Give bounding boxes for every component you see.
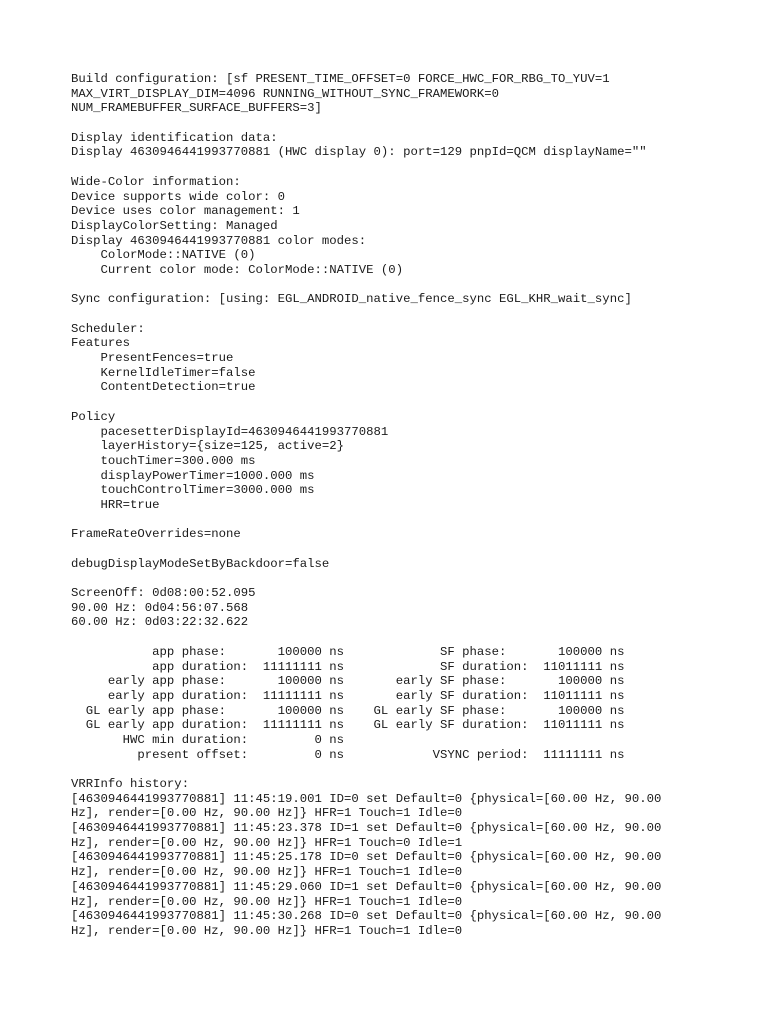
dump-line: [4630946441993770881] 11:45:29.060 ID=1 set Default=0 {physical=[60.00 Hz, 90.00 <box>71 879 662 894</box>
dump-line: app phase: 100000 ns SF phase: 100000 ns <box>71 644 625 659</box>
dump-line: Hz], render=[0.00 Hz, 90.00 Hz]} HFR=1 Touch=0 Idle=1 <box>71 835 463 850</box>
blank-line <box>71 542 661 557</box>
dump-line: VRRInfo history: <box>71 777 190 791</box>
dump-line: ScreenOff: 0d08:00:52.095 <box>71 586 256 601</box>
dump-line: Hz], render=[0.00 Hz, 90.00 Hz]} HFR=1 Touch=1 Idle=0 <box>71 806 463 821</box>
dump-line: ColorMode::NATIVE (0) <box>71 248 256 263</box>
dump-line: FrameRateOverrides=none <box>71 527 241 542</box>
dump-line: Wide-Color information: <box>71 174 241 189</box>
dump-line: NUM_FRAMEBUFFER_SURFACE_BUFFERS=3] <box>71 101 322 116</box>
dump-line: [4630946441993770881] 11:45:23.378 ID=1 set Default=0 {physical=[60.00 Hz, 90.00 <box>71 821 662 836</box>
dump-line: 60.00 Hz: 0d03:22:32.622 <box>71 615 249 630</box>
dump-line: touchControlTimer=3000.000 ms <box>71 483 315 498</box>
dump-line: Hz], render=[0.00 Hz, 90.00 Hz]} HFR=1 Touch=1 Idle=0 <box>71 865 463 880</box>
blank-line <box>71 307 661 322</box>
dump-line: Display 4630946441993770881 (HWC display 0): port=129 pnpId=QCM displayName="" <box>71 145 647 160</box>
dump-line: HWC min duration: 0 ns <box>71 732 345 747</box>
dump-line: Device supports wide color: 0 <box>71 189 286 204</box>
dump-line: Display 4630946441993770881 color modes: <box>71 233 367 248</box>
blank-line <box>71 630 661 645</box>
dump-line: MAX_VIRT_DISPLAY_DIM=4096 RUNNING_WITHOUT_SYNC_FRAMEWORK=0 <box>71 86 500 101</box>
dump-line: layerHistory={size=125, active=2} <box>71 439 345 454</box>
dump-line: [4630946441993770881] 11:45:25.178 ID=0 set Default=0 {physical=[60.00 Hz, 90.00 <box>71 850 662 865</box>
dump-line: 90.00 Hz: 0d04:56:07.568 <box>71 600 249 615</box>
dump-line: Device uses color management: 1 <box>71 204 300 219</box>
dump-line: displayPowerTimer=1000.000 ms <box>71 468 315 483</box>
dump-line: PresentFences=true <box>71 351 234 366</box>
dump-line: Features <box>71 336 131 351</box>
blank-line <box>71 395 661 410</box>
blank-line <box>71 762 661 777</box>
dump-line: KernelIdleTimer=false <box>71 365 256 380</box>
dump-line: HRR=true <box>71 497 160 512</box>
dump-line: [4630946441993770881] 11:45:30.268 ID=0 set Default=0 {physical=[60.00 Hz, 90.00 <box>71 909 662 924</box>
dump-line: Scheduler: <box>71 321 145 336</box>
dump-line: Policy <box>71 409 116 424</box>
dump-line: Hz], render=[0.00 Hz, 90.00 Hz]} HFR=1 Touch=1 Idle=0 <box>71 923 463 938</box>
blank-line <box>71 160 661 175</box>
dump-line: touchTimer=300.000 ms <box>71 453 256 468</box>
dump-line: pacesetterDisplayId=4630946441993770881 <box>71 424 389 439</box>
blank-line <box>71 571 661 586</box>
dump-line: app duration: 11111111 ns SF duration: 11011111 ns <box>71 659 625 674</box>
blank-line <box>71 278 661 293</box>
dump-line: Current color mode: ColorMode::NATIVE (0) <box>71 262 404 277</box>
blank-line <box>71 513 661 528</box>
dump-line: Sync configuration: [using: EGL_ANDROID_native_fence_sync EGL_KHR_wait_sync] <box>71 292 632 307</box>
blank-line <box>71 116 661 131</box>
dump-line: [4630946441993770881] 11:45:19.001 ID=0 set Default=0 {physical=[60.00 Hz, 90.00 <box>71 791 662 806</box>
dump-line: early app duration: 11111111 ns early SF duration: 11011111 ns <box>71 688 625 703</box>
dump-line: GL early app phase: 100000 ns GL early SF phase: 100000 ns <box>71 703 625 718</box>
dump-line: present offset: 0 ns VSYNC period: 11111111 ns <box>71 747 625 762</box>
dump-line: GL early app duration: 11111111 ns GL early SF duration: 11011111 ns <box>71 718 625 733</box>
dump-line: Build configuration: [sf PRESENT_TIME_OFFSET=0 FORCE_HWC_FOR_RBG_TO_YUV=1 <box>71 72 610 86</box>
dump-line: Hz], render=[0.00 Hz, 90.00 Hz]} HFR=1 Touch=1 Idle=0 <box>71 894 463 909</box>
dump-line: early app phase: 100000 ns early SF phase: 100000 ns <box>71 674 625 689</box>
dump-line: debugDisplayModeSetByBackdoor=false <box>71 556 330 571</box>
dump-line: Display identification data: <box>71 130 278 145</box>
dump-line: ContentDetection=true <box>71 380 256 395</box>
surfaceflinger-dump-text <box>71 72 661 939</box>
dump-line: DisplayColorSetting: Managed <box>71 218 278 233</box>
